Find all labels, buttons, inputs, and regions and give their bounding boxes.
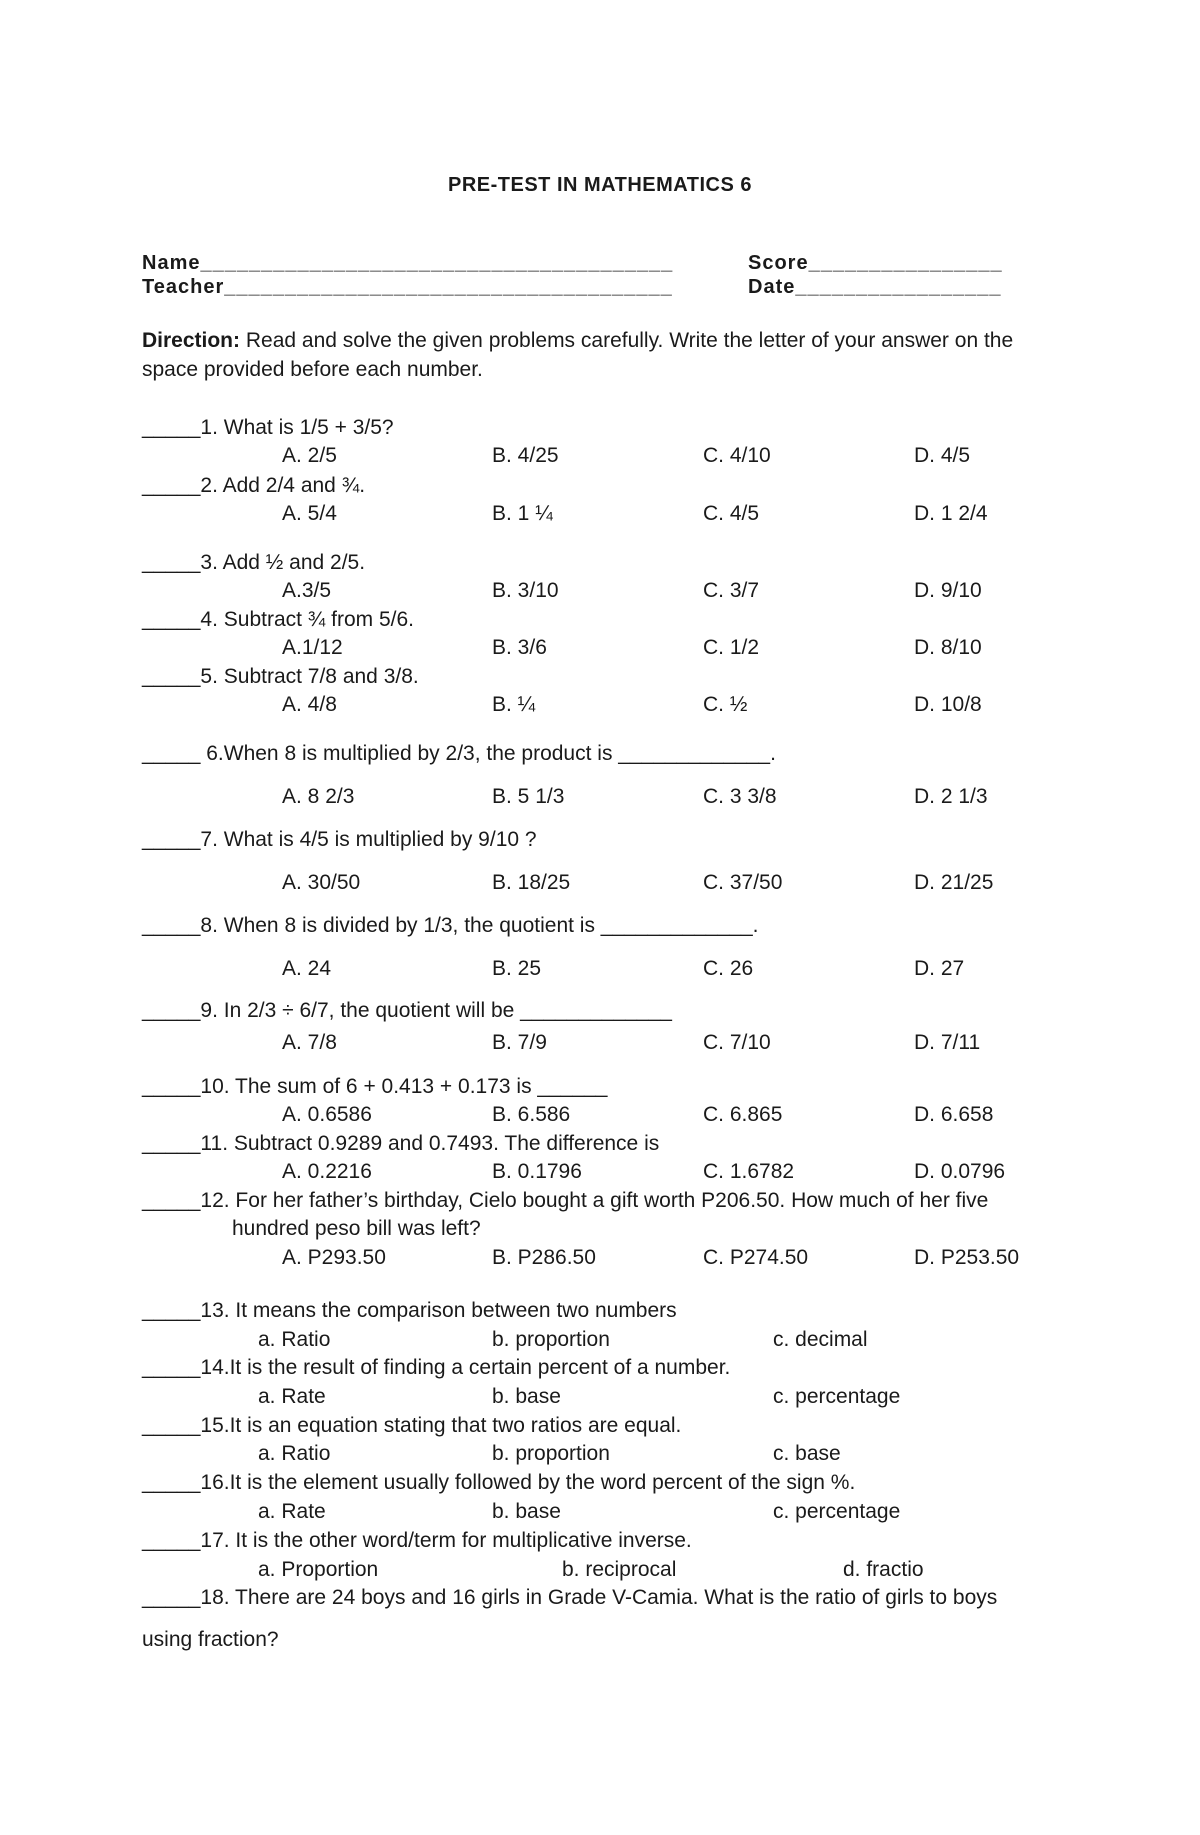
answer-blank[interactable]: _____: [142, 1075, 201, 1098]
question-4: [142, 607, 414, 633]
answer-blank[interactable]: _____: [142, 1132, 201, 1155]
question-15: [142, 1413, 681, 1439]
answer-option[interactable]: D. 2 1/3: [914, 785, 988, 808]
teacher-blank[interactable]: _____________________________________: [224, 276, 673, 298]
question-text: 18. There are 24 boys and 16 girls in Grade V-Camia. What is the ratio of girls to boys: [200, 1586, 998, 1609]
answer-option[interactable]: A. 0.6586: [282, 1103, 372, 1126]
answer-option[interactable]: a. Ratio: [258, 1442, 331, 1465]
answer-option[interactable]: D. 6.658: [914, 1103, 994, 1126]
answer-option[interactable]: b. proportion: [492, 1442, 610, 1465]
answer-option[interactable]: B. P286.50: [492, 1246, 596, 1269]
question-3: [142, 550, 365, 576]
answer-blank[interactable]: _____: [142, 914, 201, 937]
answer-blank[interactable]: _____: [142, 1529, 201, 1552]
question-17: [142, 1528, 692, 1554]
answer-option[interactable]: B. 1 ¼: [492, 502, 553, 525]
answer-blank[interactable]: _____: [142, 608, 201, 631]
name-blank[interactable]: _______________________________________: [200, 252, 674, 274]
question-text: 1. What is 1/5 + 3/5?: [200, 416, 394, 439]
direction-label: Direction:: [142, 329, 241, 352]
answer-option[interactable]: C. 3 3/8: [703, 785, 777, 808]
question-12: [142, 1188, 988, 1214]
answer-blank[interactable]: _____: [142, 742, 201, 765]
answer-option[interactable]: c. percentage: [773, 1385, 901, 1408]
question-2: [142, 473, 365, 499]
answer-option[interactable]: a. Rate: [258, 1500, 326, 1523]
question-text: 13. It means the comparison between two numbers: [200, 1299, 677, 1322]
teacher-label: Teacher: [142, 276, 225, 298]
answer-option[interactable]: D. 4/5: [914, 444, 971, 467]
question-text: 15.It is an equation stating that two ratios are equal.: [200, 1414, 682, 1437]
answer-option[interactable]: A. 5/4: [282, 502, 337, 525]
answer-option[interactable]: A.1/12: [282, 636, 343, 659]
question-18: [142, 1585, 997, 1611]
answer-option[interactable]: D. 7/11: [914, 1031, 981, 1054]
answer-option[interactable]: C. 1/2: [703, 636, 760, 659]
date-label: Date: [748, 276, 796, 298]
question-text-continued: using fraction?: [142, 1628, 279, 1651]
question-text: 4. Subtract ¾ from 5/6.: [200, 608, 415, 631]
answer-option[interactable]: a. Rate: [258, 1385, 326, 1408]
answer-option[interactable]: D. 27: [914, 957, 965, 980]
answer-option[interactable]: A. 7/8: [282, 1031, 337, 1054]
question-text: 11. Subtract 0.9289 and 0.7493. The difference is: [200, 1132, 660, 1155]
question-11: [142, 1131, 659, 1157]
answer-blank[interactable]: _____: [142, 416, 201, 439]
answer-blank[interactable]: _____: [142, 1356, 201, 1379]
answer-option[interactable]: b. base: [492, 1385, 561, 1408]
question-text: 17. It is the other word/term for multiplicative inverse.: [200, 1529, 692, 1552]
question-14: [142, 1355, 730, 1381]
answer-option[interactable]: B. 3/6: [492, 636, 547, 659]
answer-option[interactable]: D. 8/10: [914, 636, 982, 659]
answer-blank[interactable]: _____: [142, 828, 201, 851]
question-10: [142, 1074, 608, 1100]
answer-option[interactable]: C. 3/7: [703, 579, 760, 602]
answer-option[interactable]: C. 37/50: [703, 871, 783, 894]
question-text: 16.It is the element usually followed by the word percent of the sign %.: [200, 1471, 856, 1494]
answer-blank[interactable]: _____: [142, 999, 201, 1022]
answer-option[interactable]: D. 10/8: [914, 693, 982, 716]
question-text-continued: hundred peso bill was left?: [232, 1217, 481, 1240]
question-text: 7. What is 4/5 is multiplied by 9/10 ?: [200, 828, 537, 851]
answer-option[interactable]: C. 4/10: [703, 444, 771, 467]
question-text: 9. In 2/3 ÷ 6/7, the quotient will be _____________: [200, 999, 672, 1022]
answer-option[interactable]: C. P274.50: [703, 1246, 809, 1269]
answer-option[interactable]: a. Ratio: [258, 1328, 331, 1351]
question-text: 8. When 8 is divided by 1/3, the quotient is _____________.: [200, 914, 759, 937]
answer-option[interactable]: C. 7/10: [703, 1031, 771, 1054]
question-7: [142, 827, 537, 853]
question-8: [142, 913, 758, 939]
question-1: [142, 415, 394, 441]
answer-option[interactable]: D. 1 2/4: [914, 502, 988, 525]
answer-option[interactable]: C. 4/5: [703, 502, 760, 525]
answer-option[interactable]: A. 2/5: [282, 444, 337, 467]
answer-option[interactable]: D. P253.50: [914, 1246, 1020, 1269]
answer-option[interactable]: B. 3/10: [492, 579, 559, 602]
question-16: [142, 1470, 855, 1496]
answer-option[interactable]: C. ½: [703, 693, 748, 716]
name-field: [142, 250, 673, 276]
score-blank[interactable]: ________________: [808, 252, 1003, 274]
question-text: 3. Add ½ and 2/5.: [200, 551, 366, 574]
answer-option[interactable]: c. percentage: [773, 1500, 901, 1523]
question-13: [142, 1298, 677, 1324]
question-text: 2. Add 2/4 and ¾.: [200, 474, 366, 497]
answer-option[interactable]: B. 6.586: [492, 1103, 571, 1126]
answer-option[interactable]: C. 1.6782: [703, 1160, 795, 1183]
question-text: 6.When 8 is multiplied by 2/3, the product is _____________.: [200, 742, 776, 765]
answer-option[interactable]: C. 26: [703, 957, 754, 980]
teacher-field: [142, 274, 673, 300]
answer-blank[interactable]: _____: [142, 1471, 201, 1494]
answer-option[interactable]: a. Proportion: [258, 1558, 379, 1581]
answer-option[interactable]: B. 18/25: [492, 871, 571, 894]
answer-option[interactable]: D. 21/25: [914, 871, 994, 894]
answer-option[interactable]: B. 5 1/3: [492, 785, 565, 808]
answer-option[interactable]: b. reciprocal: [562, 1558, 677, 1581]
answer-option[interactable]: C. 6.865: [703, 1103, 783, 1126]
question-6: [142, 741, 776, 767]
answer-option[interactable]: D. 0.0796: [914, 1160, 1006, 1183]
answer-option[interactable]: B. 25: [492, 957, 542, 980]
answer-option[interactable]: b. base: [492, 1500, 561, 1523]
direction-text: Read and solve the given problems carefully. Write the letter of your answer on the space provided before each number.: [142, 329, 1014, 381]
answer-blank[interactable]: _____: [142, 1586, 201, 1609]
answer-option[interactable]: c. base: [773, 1442, 841, 1465]
answer-blank[interactable]: _____: [142, 665, 201, 688]
question-text: 12. For her father’s birthday, Cielo bought a gift worth P206.50. How much of her five: [200, 1189, 989, 1212]
answer-option[interactable]: B. 4/25: [492, 444, 559, 467]
answer-option[interactable]: D. 9/10: [914, 579, 982, 602]
answer-blank[interactable]: _____: [142, 1414, 201, 1437]
question-text: 10. The sum of 6 + 0.413 + 0.173 is ______: [200, 1075, 608, 1098]
name-label: Name: [142, 252, 201, 274]
score-label: Score: [748, 252, 809, 274]
answer-option[interactable]: b. proportion: [492, 1328, 610, 1351]
answer-blank[interactable]: _____: [142, 551, 201, 574]
answer-option[interactable]: A.3/5: [282, 579, 332, 602]
answer-option[interactable]: A. 0.2216: [282, 1160, 372, 1183]
answer-option[interactable]: d. fractio: [843, 1558, 924, 1581]
answer-option[interactable]: A. P293.50: [282, 1246, 386, 1269]
answer-option[interactable]: A. 24: [282, 957, 332, 980]
answer-option[interactable]: A. 30/50: [282, 871, 361, 894]
date-field: [748, 274, 1001, 300]
directions: [142, 326, 1072, 384]
answer-option[interactable]: B. ¼: [492, 693, 536, 716]
answer-blank[interactable]: _____: [142, 474, 201, 497]
score-field: [748, 250, 1003, 276]
question-9: [142, 998, 672, 1024]
answer-option[interactable]: c. decimal: [773, 1328, 868, 1351]
answer-blank[interactable]: _____: [142, 1299, 201, 1322]
answer-option[interactable]: A. 8 2/3: [282, 785, 355, 808]
answer-option[interactable]: B. 7/9: [492, 1031, 547, 1054]
question-5: [142, 664, 419, 690]
answer-option[interactable]: A. 4/8: [282, 693, 337, 716]
question-text: 5. Subtract 7/8 and 3/8.: [200, 665, 419, 688]
date-blank[interactable]: _________________: [795, 276, 1002, 298]
answer-option[interactable]: B. 0.1796: [492, 1160, 582, 1183]
answer-blank[interactable]: _____: [142, 1189, 201, 1212]
page-title: PRE-TEST IN MATHEMATICS 6: [448, 174, 752, 196]
question-text: 14.It is the result of finding a certain percent of a number.: [200, 1356, 731, 1379]
